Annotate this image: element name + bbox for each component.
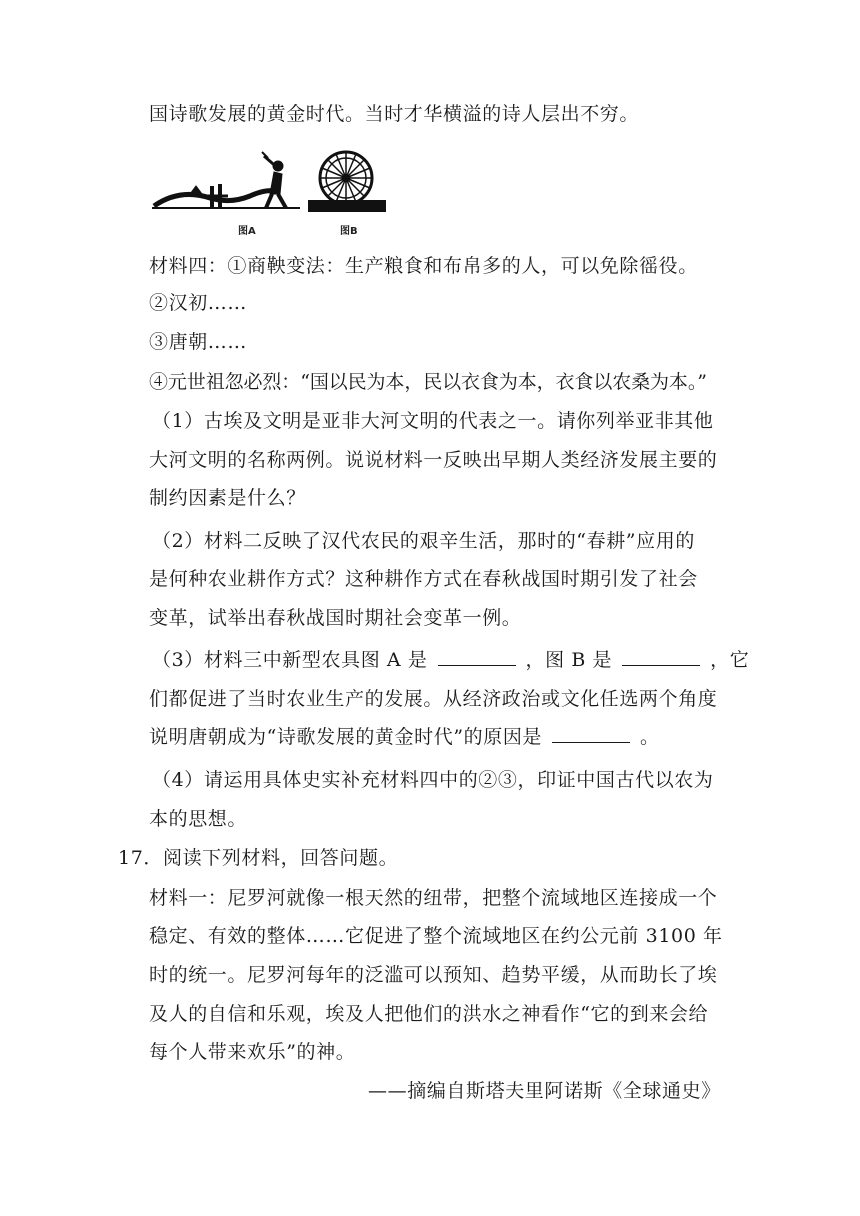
question-2-line: （2）材料二反映了汉代农民的艰辛生活，那时的“春耕”应用的	[152, 530, 695, 552]
question-1-line: （1）古埃及文明是亚非大河文明的代表之一。请你列举亚非其他	[152, 410, 714, 432]
question-1-line: 制约因素是什么？	[149, 487, 306, 509]
source-citation: ——摘编自斯塔夫里阿诺斯《全球通史》	[368, 1080, 721, 1102]
text-line: ④元世祖忽必烈：“国以民为本，民以衣食为本，衣食以农桑为本。”	[149, 371, 707, 393]
text-line: 国诗歌发展的黄金时代。当时才华横溢的诗人层出不穷。	[149, 103, 640, 125]
curved-plough-image	[152, 152, 300, 208]
material-1-line: 稳定、有效的整体……它促进了整个流域地区在约公元前 3100 年	[149, 925, 723, 947]
question-4-line: （4）请运用具体史实补充材料四中的②③，印证中国古代以农为	[152, 769, 714, 791]
figure-a-caption: 图A	[238, 226, 256, 237]
answer-blank[interactable]	[438, 647, 516, 666]
text-line: ②汉初……	[149, 292, 248, 314]
question-3-text: ，它	[710, 649, 750, 671]
question-3-line	[149, 723, 660, 751]
question-3-text: 说明唐朝成为“诗歌发展的黄金时代”的原因是	[149, 726, 543, 748]
answer-blank[interactable]	[622, 647, 700, 666]
answer-blank[interactable]	[552, 724, 630, 743]
question-3-line: 们都促进了当时农业生产的发展。从经济政治或文化任选两个角度	[149, 688, 718, 710]
material-1-line: 时的统一。尼罗河每年的泛滥可以预知、趋势平缓，从而助长了埃	[149, 964, 718, 986]
material-1-line: 及人的自信和乐观，埃及人把他们的洪水之神看作“它的到来会给	[149, 1003, 709, 1025]
text-line: 材料四：①商鞅变法：生产粮食和布帛多的人，可以免除徭役。	[149, 255, 698, 277]
material-1-line: 材料一：尼罗河就像一根天然的纽带，把整个流域地区连接成一个	[149, 887, 718, 909]
figure-farm-tools	[150, 148, 390, 238]
question-3-line	[152, 646, 749, 674]
question-3-text: ，图 B 是	[525, 649, 613, 671]
question-2-line: 变革，试举出春秋战国时期社会变革一例。	[149, 607, 522, 629]
water-wheel-image	[308, 152, 386, 212]
question-2-line: 是何种农业耕作方式？这种耕作方式在春秋战国时期引发了社会	[149, 568, 698, 590]
question-3-text: 。	[640, 726, 660, 748]
question-17-heading: 17．阅读下列材料，回答问题。	[118, 847, 399, 869]
question-4-line: 本的思想。	[149, 808, 248, 830]
question-1-line: 大河文明的名称两例。说说材料一反映出早期人类经济发展主要的	[149, 449, 718, 471]
material-1-line: 每个人带来欢乐”的神。	[149, 1041, 356, 1063]
figure-b-caption: 图B	[340, 226, 358, 237]
text-line: ③唐朝……	[149, 331, 248, 353]
question-3-text: （3）材料三中新型农具图 A 是	[152, 649, 428, 671]
